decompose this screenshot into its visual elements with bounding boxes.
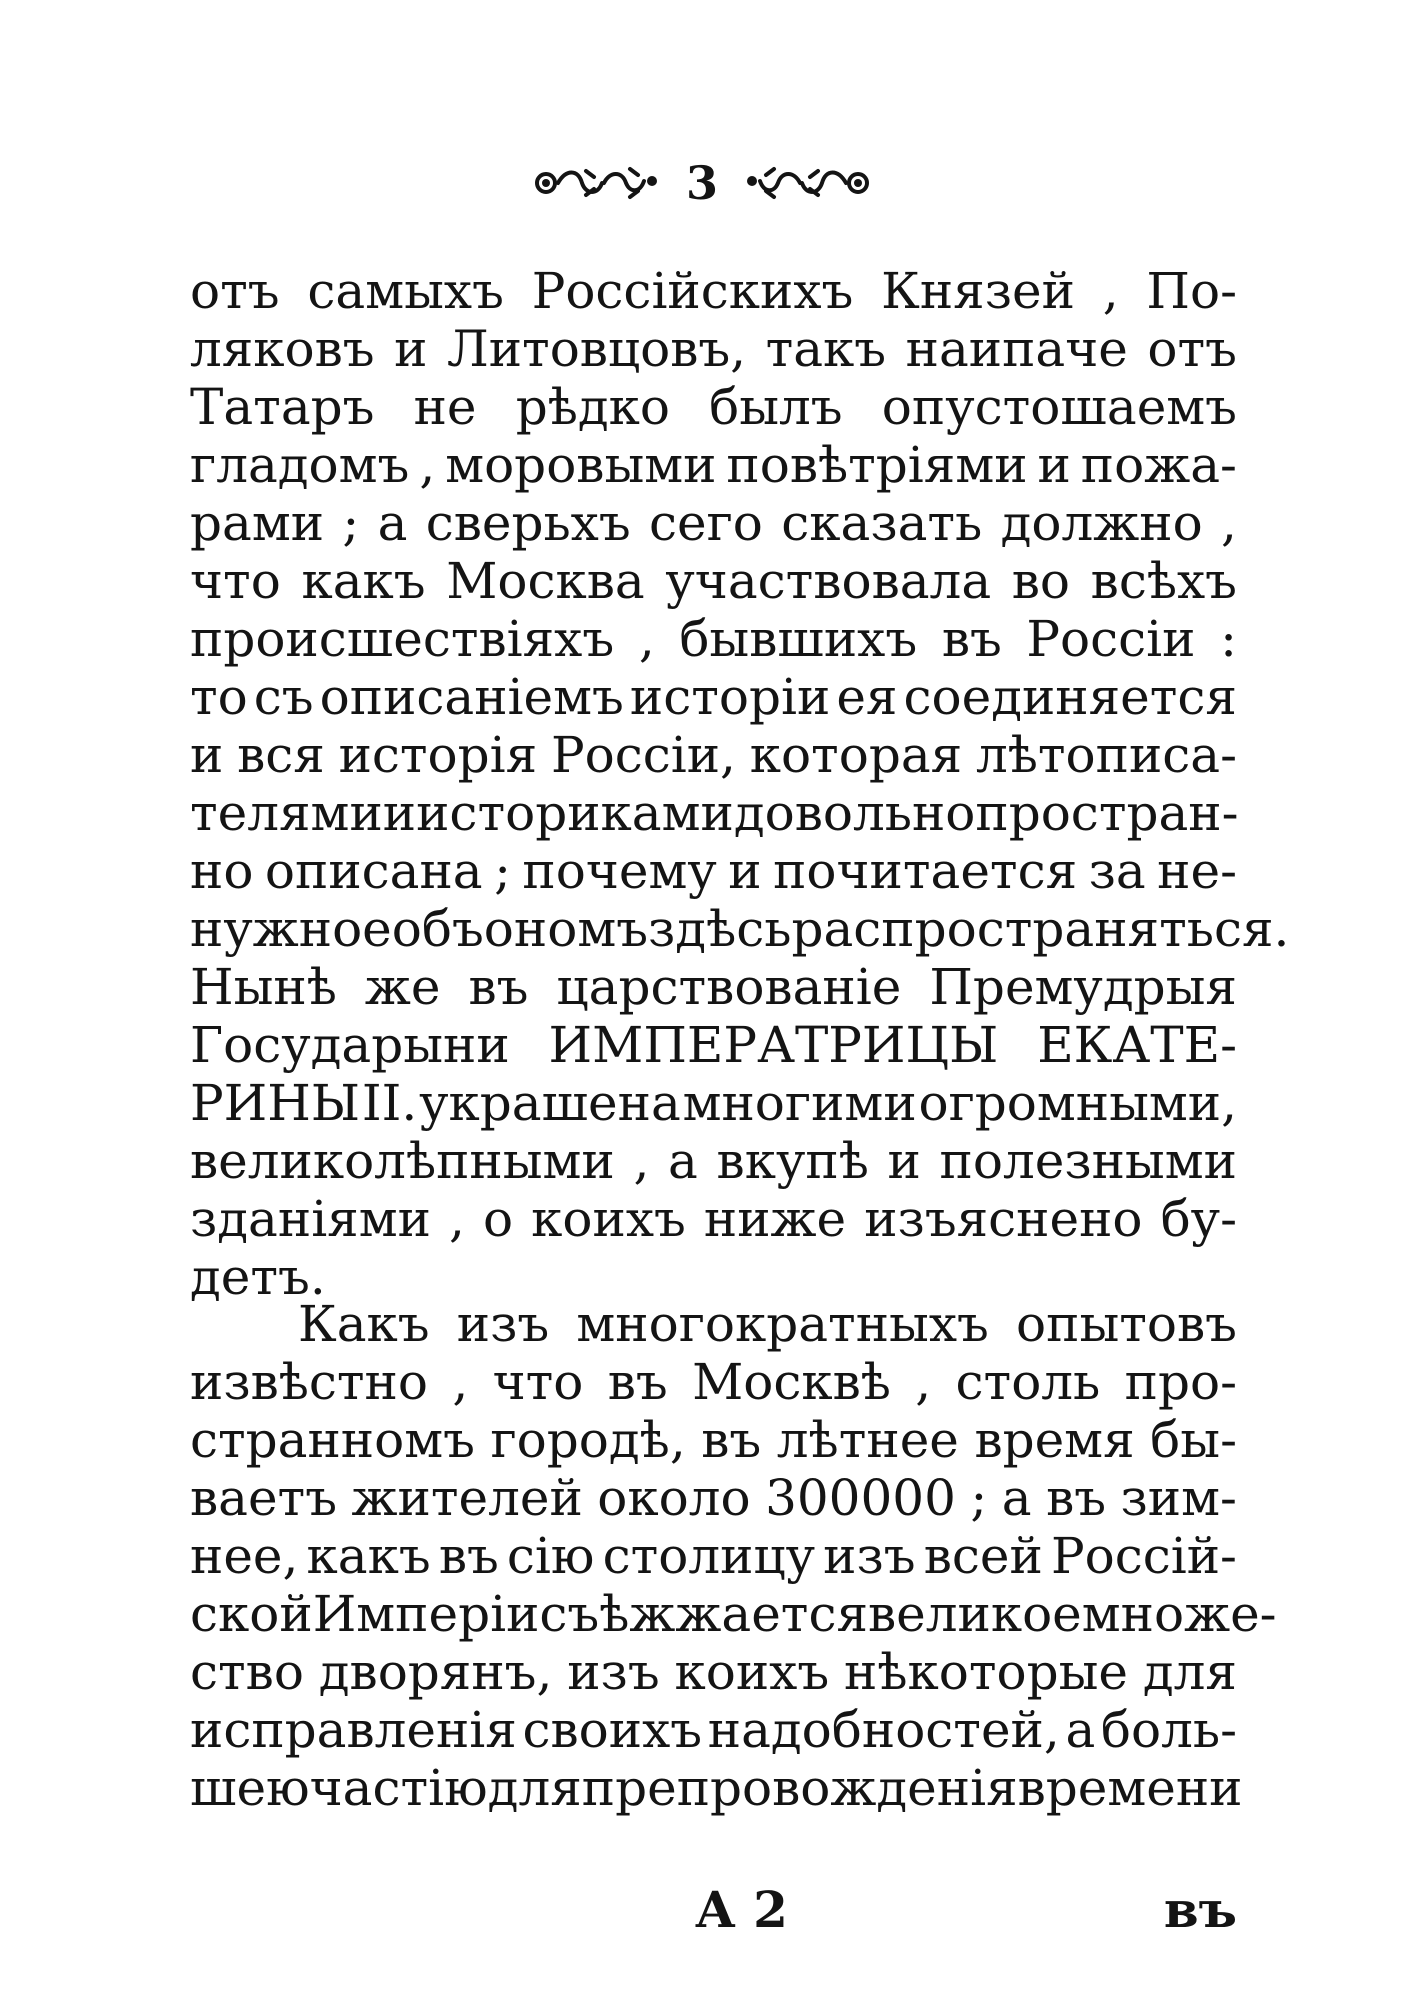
page-header [0,148,1404,218]
text-line: великолѣпными , а вкупѣ и полезными [190,1132,1237,1190]
text-line: рами ; а сверьхъ сего сказать должно , [190,494,1237,552]
text-line: отъ самыхъ Россiйскихъ Князей , По- [190,262,1237,320]
printer-signature: А 2 [695,1880,788,1939]
paragraph-1 [190,262,1290,1306]
text-line: зданiями , о коихъ ниже изъяснено бу- [190,1190,1237,1248]
scroll-ornament-right-icon [744,163,874,203]
text-line: и вся исторiя Россiи, которая лѣтописа- [190,726,1237,784]
text-line: нее, какъ въ сiю столицу изъ всей Россiй- [190,1527,1237,1585]
text-line: шею частiю для препровожденiя времени [190,1759,1243,1817]
text-line: что какъ Москва участвовала во всѣхъ [190,552,1237,610]
text-line: детъ. [190,1248,326,1306]
catchword: въ [1163,1880,1237,1939]
scroll-ornament-left-icon [530,163,660,203]
text-line: но описана ; почему и почитается за не- [190,842,1237,900]
text-line: Государыни ИМПЕРАТРИЦЫ ЕКАТЕ- [190,1016,1237,1074]
text-line: ляковъ и Литовцовъ, такъ наипаче отъ [190,320,1237,378]
text-line: Нынѣ же въ царствованiе Премудрыя [190,958,1237,1016]
text-line: Татаръ не рѣдко былъ опустошаемъ [190,378,1237,436]
text-line: ство дворянъ, изъ коихъ нѣкоторые для [190,1643,1237,1701]
text-line: гладомъ , моровыми повѣтрiями и пожа- [190,436,1237,494]
text-line: Какъ изъ многократныхъ опытовъ [298,1295,1237,1353]
text-line: странномъ городѣ, въ лѣтнее время бы- [190,1411,1237,1469]
text-line: то съ описанiемъ исторiи ея соединяется [190,668,1237,726]
text-line: извѣстно , что въ Москвѣ , столь про- [190,1353,1237,1411]
text-line: происшествiяхъ , бывшихъ въ Россiи : [190,610,1237,668]
text-line: ской Имперiи съѣжжается великое множе- [190,1585,1277,1643]
text-line: ваетъ жителей около 300000 ; а въ зим- [190,1469,1237,1527]
text-line: телями и историками довольно простран- [190,784,1239,842]
text-line: нужное объ ономъ здѣсь распространяться. [190,900,1290,958]
page-footer [190,1880,1237,1940]
paragraph-2 [190,1295,1277,1817]
text-line: РИНЫ II. украшена многими огромными, [190,1074,1237,1132]
text-line: исправленiя своихъ надобностей, а боль- [190,1701,1237,1759]
page-number: 3 [685,156,718,210]
